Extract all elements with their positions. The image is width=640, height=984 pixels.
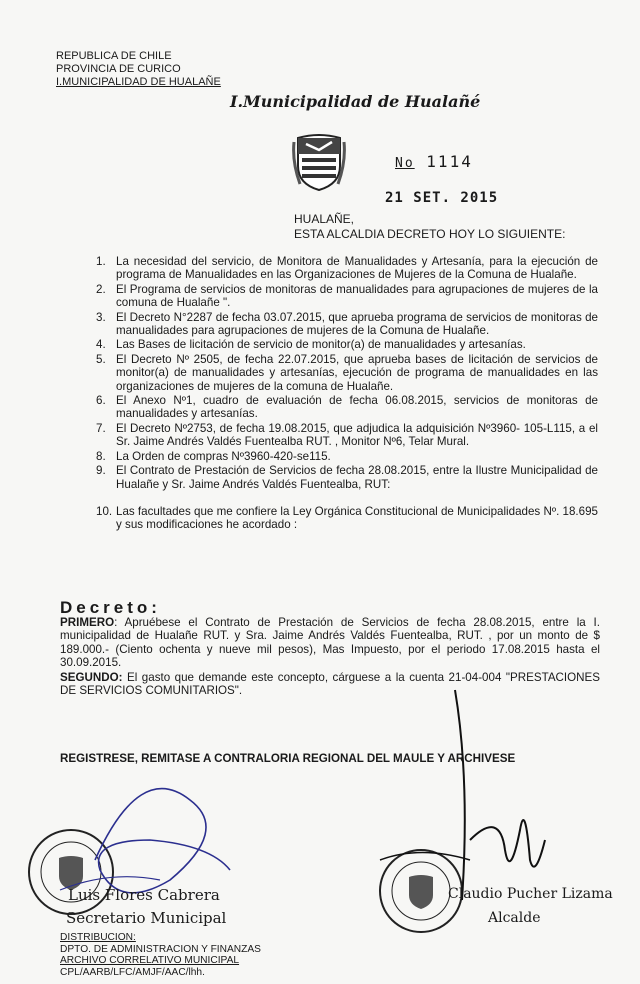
header-province: PROVINCIA DE CURICO xyxy=(56,63,181,75)
list-item: 6. El Anexo Nº1, cuadro de evaluación de fecha 06.08.2015, servicios de monitoras de manualidades y artesanías. xyxy=(96,394,598,421)
decree-intro: ESTA ALCALDIA DECRETO HOY LO SIGUIENTE: xyxy=(294,227,566,241)
list-item: 3. El Decreto N°2287 de fecha 03.07.2015, que aprueba programa de servicios de monitoras de manualidades para agrupaciones de mujeres de la Comuna de Hualañe. xyxy=(96,310,598,338)
coat-of-arms-icon xyxy=(292,132,346,192)
secretary-seal-icon xyxy=(25,826,117,918)
distribution-footer xyxy=(60,932,261,978)
list-item: 10. Las facultades que me confiere la Ley Orgánica Constitucional de Municipalidades Nº. 18.695 y sus modificaciones he acordado : xyxy=(96,504,598,532)
header-municipality: I.MUNICIPALIDAD DE HUALAÑE xyxy=(56,76,221,88)
distribution-dept: DPTO. DE ADMINISTRACION Y FINANZAS xyxy=(60,943,261,955)
municipality-title: I.Municipalidad de Hualañé xyxy=(230,92,481,111)
decree-number-label: No xyxy=(395,156,415,171)
secretary-role: Secretario Municipal xyxy=(66,909,227,927)
decree-number-value: 1114 xyxy=(426,152,473,171)
list-item: 9. El Contrato de Prestación de Servicios de fecha 28.08.2015, entre la Ilustre Municipalidad de Hualañe y Sr. Jaime Andrés Valdés Fuentealba, RUT: xyxy=(96,464,598,491)
secretary-name: Luis Flores Cabrera xyxy=(68,886,220,904)
decreto-heading: Decreto: xyxy=(60,598,161,617)
list-item: 5. El Decreto Nº 2505, de fecha 22.07.2015, que aprueba bases de licitación de servicios de monitor(a) de manualidades y artesanías, ejecución de programa de manualidades en las organizaciones de mujeres de la comuna de Hualañe. xyxy=(96,352,598,393)
letterhead xyxy=(56,50,221,89)
mayor-role: Alcalde xyxy=(488,910,541,926)
date-stamp: 21 SET. 2015 xyxy=(385,190,499,206)
registration-line: REGISTRESE, REMITASE A CONTRALORIA REGIONAL DEL MAULE Y ARCHIVESE xyxy=(60,752,516,765)
decree-number xyxy=(395,152,473,171)
list-item: 1. La necesidad del servicio, de Monitora de Manualidades y Artesanía, para la ejecución de programa de Manualidades en las Organizaciones de Mujeres de la Comuna de Hualañe. xyxy=(96,255,598,282)
considerations-list xyxy=(96,255,598,533)
list-item: 8. La Orden de compras Nº3960-420-se115. xyxy=(96,449,331,463)
city: HUALAÑE, xyxy=(294,212,355,226)
list-item: 4. Las Bases de licitación de servicio de monitor(a) de manualidades y artesanías. xyxy=(96,338,526,352)
resolution-body xyxy=(60,616,600,698)
distribution-archive: ARCHIVO CORRELATIVO MUNICIPAL xyxy=(60,955,240,967)
header-country: REPUBLICA DE CHILE xyxy=(56,50,172,62)
distribution-label: DISTRIBUCION: xyxy=(60,932,136,943)
primero-paragraph: PRIMERO: Apruébese el Contrato de Prestación de Servicios de fecha 28.08.2015, entre la I. municipalidad de Hualañe RUT. y Sra. Jaime Andrés Valdés Fuentealba, RUT. , por un monto de $ 189.000.- (Ciento ochenta y nueve mil pesos), Mas Impuesto, por el periodo 17.08.2015 hasta el 30.09.2015. xyxy=(60,616,600,670)
mayor-name: Claudio Pucher Lizama xyxy=(448,886,613,902)
segundo-paragraph: SEGUNDO: El gasto que demande este concepto, cárguese a la cuenta 21-04-004 "PRESTACIONES DE SERVICIOS COMUNITARIOS". xyxy=(60,670,600,698)
list-item: 2. El Programa de servicios de monitoras de manualidades para agrupaciones de mujeres de la comuna de Hualañe ". xyxy=(96,282,598,310)
distribution-initials: CPL/AARB/LFC/AMJF/AAC/lhh. xyxy=(60,966,205,978)
list-item: 7. El Decreto Nº2753, de fecha 19.08.2015, que adjudica la adquisición Nº3960- 105-L115, a el Sr. Jaime Andrés Valdés Fuentealba RUT. , Monitor Nº6, Telar Mural. xyxy=(96,421,598,449)
